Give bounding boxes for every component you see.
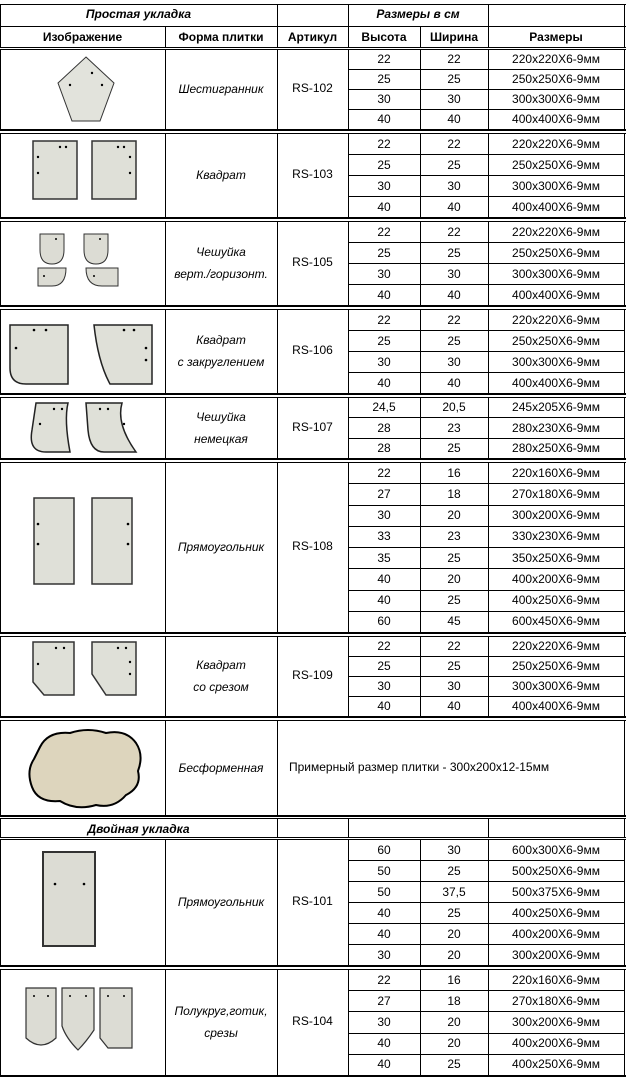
width-cell: 25 xyxy=(447,440,461,455)
table-rule xyxy=(0,965,626,967)
table-rule xyxy=(0,458,626,460)
table-rule xyxy=(0,47,626,48)
table-rule xyxy=(0,818,626,819)
square-tiles-icon xyxy=(30,139,140,203)
table-rule xyxy=(624,720,625,815)
scale-tiles-icon xyxy=(36,230,128,290)
width-cell: 25 xyxy=(447,863,461,878)
size-cell: 220x220X6-9мм xyxy=(512,136,600,151)
width-cell: 16 xyxy=(447,465,461,480)
table-rule xyxy=(624,309,625,393)
table-rule xyxy=(624,26,625,47)
tile-shape-label xyxy=(165,536,277,558)
height-cell: 40 xyxy=(377,571,391,586)
size-cell: 300x200X6-9мм xyxy=(512,1015,600,1029)
width-cell: 22 xyxy=(447,136,461,151)
width-cell: 45 xyxy=(447,614,461,629)
table-rule xyxy=(0,1075,626,1077)
height-cell: 40 xyxy=(377,112,391,126)
table-rule xyxy=(0,462,1,632)
size-cell: 400x200X6-9мм xyxy=(512,1036,600,1051)
table-rule xyxy=(0,397,1,458)
tile-shape-text: со срезом xyxy=(193,680,249,694)
height-cell: 22 xyxy=(377,465,391,480)
table-rule xyxy=(165,26,166,47)
height-cell: 25 xyxy=(377,72,391,86)
height-cell: 33 xyxy=(377,529,391,544)
tile-shape-text: Шестигранник xyxy=(178,82,264,96)
size-cell: 300x300X6-9мм xyxy=(512,266,600,281)
table-rule xyxy=(624,133,625,217)
size-cell: 220x160X6-9мм xyxy=(512,465,600,480)
size-cell: 400x400X6-9мм xyxy=(512,699,600,713)
size-cell: 250x250X6-9мм xyxy=(512,659,600,673)
table-rule xyxy=(624,462,625,632)
height-cell: 50 xyxy=(377,863,391,878)
table-rule xyxy=(348,109,624,110)
table-rule xyxy=(348,902,624,903)
table-rule xyxy=(0,49,626,50)
table-rule xyxy=(624,49,625,129)
table-rule xyxy=(348,505,624,506)
size-cell: 220x220X6-9мм xyxy=(512,639,600,653)
table-rule xyxy=(348,175,624,176)
tile-shape-text: срезы xyxy=(204,1026,238,1040)
height-cell: 28 xyxy=(377,440,391,455)
col-sizes-header: Размеры xyxy=(529,30,583,44)
size-cell: 400x400X6-9мм xyxy=(512,375,600,390)
size-cell: 280x250X6-9мм xyxy=(512,440,600,455)
table-rule xyxy=(0,969,1,1075)
table-rule xyxy=(624,221,625,305)
table-rule xyxy=(277,26,278,47)
width-cell: 30 xyxy=(447,178,461,193)
table-rule xyxy=(277,4,278,26)
table-rule xyxy=(348,1054,624,1055)
height-cell: 22 xyxy=(377,224,391,239)
width-cell: 22 xyxy=(447,312,461,327)
table-rule xyxy=(348,590,624,591)
col-height-header: Высота xyxy=(361,30,407,44)
width-cell: 30 xyxy=(447,354,461,369)
table-rule xyxy=(0,26,626,27)
table-rule xyxy=(0,839,626,840)
size-cell: 220x160X6-9мм xyxy=(512,972,600,987)
tile-shape-label xyxy=(165,329,277,373)
table-rule xyxy=(0,720,626,721)
width-cell: 30 xyxy=(447,679,461,693)
tile-shape-label xyxy=(165,654,277,698)
rounded-square-tiles-icon xyxy=(6,322,156,388)
width-cell: 37,5 xyxy=(442,884,466,899)
size-cell: 400x200X6-9мм xyxy=(512,571,600,586)
table-rule xyxy=(0,837,626,838)
width-cell: 18 xyxy=(447,993,461,1008)
table-rule xyxy=(488,818,489,837)
width-cell: 30 xyxy=(447,842,461,857)
table-rule xyxy=(348,526,624,527)
size-cell: 245x205X6-9мм xyxy=(512,400,600,415)
table-rule xyxy=(0,305,626,307)
height-cell: 24,5 xyxy=(372,400,396,415)
width-cell: 25 xyxy=(447,550,461,565)
height-cell: 27 xyxy=(377,486,391,501)
height-cell: 27 xyxy=(377,993,391,1008)
table-rule xyxy=(348,923,624,924)
table-rule xyxy=(348,242,624,243)
table-rule xyxy=(348,483,624,484)
size-cell: 270x180X6-9мм xyxy=(512,486,600,501)
height-cell: 30 xyxy=(377,508,391,523)
col-shape-header: Форма плитки xyxy=(178,30,264,44)
width-cell: 20 xyxy=(447,926,461,941)
table-rule xyxy=(348,196,624,197)
table-rule xyxy=(0,636,1,716)
size-cell: 220x220X6-9мм xyxy=(512,224,600,239)
article-code: RS-109 xyxy=(292,668,333,682)
size-cell: 250x250X6-9мм xyxy=(512,333,600,348)
width-cell: 22 xyxy=(447,224,461,239)
height-cell: 40 xyxy=(377,375,391,390)
table-rule xyxy=(348,990,624,991)
table-rule xyxy=(348,656,624,657)
table-rule xyxy=(0,133,626,134)
german-scale-tiles-icon xyxy=(24,400,142,456)
table-rule xyxy=(348,4,349,26)
table-rule xyxy=(348,154,624,155)
section-double-heading: Двойная укладка xyxy=(87,822,190,836)
table-rule xyxy=(348,1011,624,1012)
table-rule xyxy=(348,417,624,418)
width-cell: 40 xyxy=(447,699,461,713)
size-cell: 400x250X6-9мм xyxy=(512,1057,600,1072)
article-code: RS-107 xyxy=(292,419,333,434)
table-rule xyxy=(0,133,1,217)
col-article-header: Артикул xyxy=(287,30,338,44)
size-cell: 600x300X6-9мм xyxy=(512,842,600,857)
height-cell: 22 xyxy=(377,972,391,987)
table-rule xyxy=(624,397,625,458)
table-rule xyxy=(0,4,1,26)
table-rule xyxy=(0,393,626,395)
size-cell: 250x250X6-9мм xyxy=(512,157,600,172)
table-rule xyxy=(348,818,349,837)
tile-shape-text: Чешуйка xyxy=(196,409,246,424)
height-cell: 30 xyxy=(377,266,391,281)
width-cell: 30 xyxy=(447,266,461,281)
tile-shape-text: Квадрат xyxy=(196,333,246,347)
table-rule xyxy=(348,26,349,47)
width-cell: 40 xyxy=(447,199,461,214)
tile-shape-text: Прямоугольник xyxy=(177,895,265,909)
table-rule xyxy=(348,330,624,331)
table-rule xyxy=(348,696,624,697)
tile-shape-text: Чешуйка xyxy=(196,245,246,259)
table-rule xyxy=(277,720,278,815)
size-cell: 500x375X6-9мм xyxy=(512,884,600,899)
width-cell: 30 xyxy=(447,92,461,106)
tile-shape-text: Квадрат xyxy=(196,658,246,672)
table-rule xyxy=(348,284,624,285)
width-cell: 20,5 xyxy=(442,400,466,415)
width-cell: 25 xyxy=(447,333,461,348)
article-code: RS-103 xyxy=(292,167,333,181)
size-cell: 270x180X6-9мм xyxy=(512,993,600,1008)
table-rule xyxy=(348,881,624,882)
height-cell: 25 xyxy=(377,157,391,172)
tile-shape-text: Квадрат xyxy=(196,168,246,182)
height-cell: 40 xyxy=(377,199,391,214)
size-cell: 250x250X6-9мм xyxy=(512,72,600,86)
height-cell: 30 xyxy=(377,947,391,962)
width-cell: 25 xyxy=(447,593,461,608)
width-cell: 25 xyxy=(447,905,461,920)
table-rule xyxy=(0,217,626,219)
width-cell: 20 xyxy=(447,1015,461,1029)
table-rule xyxy=(348,89,624,90)
table-rule xyxy=(0,49,1,129)
rectangle-tiles-icon xyxy=(30,496,140,588)
size-cell: 400x400X6-9мм xyxy=(512,112,600,126)
width-cell: 40 xyxy=(447,112,461,126)
height-cell: 30 xyxy=(377,178,391,193)
height-cell: 60 xyxy=(377,614,391,629)
table-rule xyxy=(348,860,624,861)
table-rule xyxy=(0,716,626,718)
table-rule xyxy=(624,969,625,1075)
size-cell: 400x400X6-9мм xyxy=(512,287,600,302)
table-rule xyxy=(348,263,624,264)
tile-shape-label xyxy=(165,78,277,100)
size-cell: 400x250X6-9мм xyxy=(512,593,600,608)
size-cell: 220x220X6-9мм xyxy=(512,52,600,66)
width-cell: 22 xyxy=(447,639,461,653)
table-rule xyxy=(488,26,489,47)
table-rule xyxy=(624,636,625,716)
height-cell: 35 xyxy=(377,550,391,565)
table-rule xyxy=(0,309,626,310)
size-cell: 300x300X6-9мм xyxy=(512,92,600,106)
height-cell: 30 xyxy=(377,92,391,106)
height-cell: 25 xyxy=(377,245,391,260)
width-cell: 23 xyxy=(447,529,461,544)
table-rule xyxy=(0,309,1,393)
table-rule xyxy=(0,815,626,817)
tile-shape-text: с закруглением xyxy=(177,355,265,369)
tile-shape-label xyxy=(165,1000,277,1044)
width-cell: 25 xyxy=(447,72,461,86)
size-cell: 400x250X6-9мм xyxy=(512,905,600,920)
height-cell: 25 xyxy=(377,659,391,673)
table-rule xyxy=(624,818,625,837)
width-cell: 20 xyxy=(447,1036,461,1051)
height-cell: 40 xyxy=(377,593,391,608)
tile-shape-label xyxy=(165,164,277,186)
tile-shape-text: Бесформенная xyxy=(178,760,264,775)
width-cell: 25 xyxy=(447,1057,461,1072)
width-cell: 23 xyxy=(447,420,461,435)
height-cell: 30 xyxy=(377,1015,391,1029)
table-rule xyxy=(348,69,624,70)
table-rule xyxy=(420,26,421,47)
size-cell: 300x300X6-9мм xyxy=(512,178,600,193)
table-rule xyxy=(488,4,489,26)
table-rule xyxy=(0,129,626,131)
cut-square-tiles-icon xyxy=(30,640,140,698)
height-cell: 40 xyxy=(377,905,391,920)
size-cell: 300x300X6-9мм xyxy=(512,679,600,693)
size-cell: 300x300X6-9мм xyxy=(512,354,600,369)
tile-shape-label xyxy=(165,757,277,779)
height-cell: 50 xyxy=(377,884,391,899)
table-rule xyxy=(0,969,626,970)
table-rule xyxy=(0,397,626,398)
table-rule xyxy=(0,818,1,837)
size-cell: 400x400X6-9мм xyxy=(512,199,600,214)
height-cell: 40 xyxy=(377,699,391,713)
article-code: RS-102 xyxy=(292,81,333,95)
height-cell: 25 xyxy=(377,333,391,348)
tile-shape-label xyxy=(165,891,277,913)
size-cell: 400x200X6-9мм xyxy=(512,926,600,941)
sizes-group-heading: Размеры в см xyxy=(376,7,460,21)
size-note: Примерный размер плитки - 300x200x12-15мм xyxy=(289,759,550,774)
size-cell: 300x200X6-9мм xyxy=(512,508,600,523)
article-code: RS-101 xyxy=(292,894,333,908)
table-rule xyxy=(348,1033,624,1034)
size-cell: 500x250X6-9мм xyxy=(512,863,600,878)
width-cell: 25 xyxy=(447,157,461,172)
table-rule xyxy=(348,676,624,677)
table-rule xyxy=(348,547,624,548)
height-cell: 22 xyxy=(377,52,391,66)
width-cell: 40 xyxy=(447,287,461,302)
tile-shape-text: верт./горизонт. xyxy=(174,267,268,281)
table-rule xyxy=(0,462,626,463)
table-rule xyxy=(277,818,278,837)
table-rule xyxy=(0,4,626,5)
tile-shape-text: Полукруг,готик, xyxy=(174,1004,268,1018)
size-cell: 330x230X6-9мм xyxy=(512,529,600,544)
height-cell: 40 xyxy=(377,926,391,941)
width-cell: 16 xyxy=(447,972,461,987)
article-code: RS-106 xyxy=(292,343,333,357)
tile-shape-text: Прямоугольник xyxy=(177,540,265,554)
height-cell: 40 xyxy=(377,287,391,302)
size-cell: 600x450X6-9мм xyxy=(512,614,600,629)
size-cell: 300x200X6-9мм xyxy=(512,947,600,962)
article-code: RS-108 xyxy=(292,539,333,553)
table-rule xyxy=(348,944,624,945)
table-rule xyxy=(624,4,625,26)
size-cell: 250x250X6-9мм xyxy=(512,245,600,260)
size-cell: 350x250X6-9мм xyxy=(512,550,600,565)
table-rule xyxy=(348,351,624,352)
tile-shape-label xyxy=(165,406,277,450)
table-rule xyxy=(0,221,626,222)
width-cell: 20 xyxy=(447,947,461,962)
shapeless-stone-icon xyxy=(26,725,146,811)
width-cell: 40 xyxy=(447,375,461,390)
height-cell: 40 xyxy=(377,1036,391,1051)
table-rule xyxy=(348,568,624,569)
tile-shape-text: немецкая xyxy=(194,431,248,446)
table-rule xyxy=(348,372,624,373)
article-code: RS-105 xyxy=(292,255,333,269)
section-simple-heading: Простая укладка xyxy=(85,7,192,21)
size-cell: 220x220X6-9мм xyxy=(512,312,600,327)
col-image-header: Изображение xyxy=(42,30,123,44)
height-cell: 22 xyxy=(377,312,391,327)
col-width-header: Ширина xyxy=(429,30,479,44)
height-cell: 22 xyxy=(377,639,391,653)
hexagon-tile-icon xyxy=(56,55,116,125)
width-cell: 25 xyxy=(447,659,461,673)
table-rule xyxy=(0,632,626,634)
width-cell: 25 xyxy=(447,245,461,260)
size-cell: 280x230X6-9мм xyxy=(512,420,600,435)
height-cell: 60 xyxy=(377,842,391,857)
rectangle-tile-icon xyxy=(40,850,98,948)
table-rule xyxy=(0,221,1,305)
table-rule xyxy=(0,26,1,47)
height-cell: 30 xyxy=(377,679,391,693)
table-rule xyxy=(0,720,1,815)
table-rule xyxy=(624,839,625,965)
table-rule xyxy=(0,636,626,637)
width-cell: 22 xyxy=(447,52,461,66)
height-cell: 22 xyxy=(377,136,391,151)
width-cell: 20 xyxy=(447,571,461,586)
tile-shape-label xyxy=(165,241,277,285)
height-cell: 30 xyxy=(377,354,391,369)
article-code: RS-104 xyxy=(292,1014,333,1028)
table-rule xyxy=(0,839,1,965)
height-cell: 28 xyxy=(377,420,391,435)
height-cell: 40 xyxy=(377,1057,391,1072)
table-rule xyxy=(348,438,624,439)
width-cell: 20 xyxy=(447,508,461,523)
table-rule xyxy=(348,611,624,612)
arch-gothic-cut-tiles-icon xyxy=(24,986,136,1052)
width-cell: 18 xyxy=(447,486,461,501)
